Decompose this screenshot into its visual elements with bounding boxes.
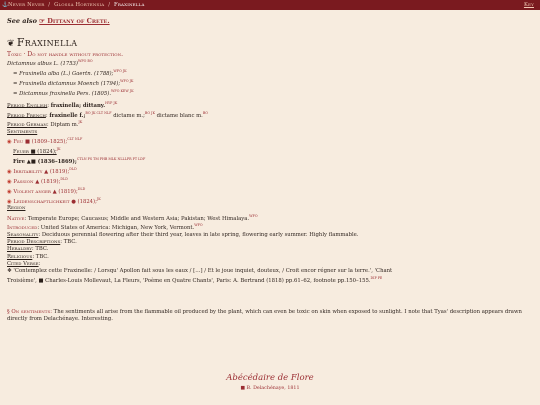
- breadcrumb-never-never[interactable]: Never Never: [8, 2, 45, 8]
- citation-link[interactable]: WFO BO: [78, 59, 93, 64]
- cited-verse-row: Cited Verse:: [7, 260, 41, 267]
- citation-link[interactable]: WFO: [249, 213, 258, 218]
- home-anchor-icon[interactable]: ⚓: [2, 2, 9, 8]
- period-german-row: Period German: Diptam m.$^{JK}$: [7, 120, 83, 129]
- synonym-main: Dictamnus albus L. $(1753)^{WFO BO}$: [7, 59, 93, 68]
- introduced-row: Introduced: United States of America: Michigan, New York, Vermont.$^{WFO}$: [7, 223, 203, 232]
- title-text: Fraxinella: [16, 36, 78, 50]
- bullet-icon: ◉: [7, 198, 12, 205]
- sentiments-note: [7, 309, 527, 323]
- bullet-icon: ◉: [7, 188, 12, 195]
- sentiment-item: ◉ Feu ■ (1809–1825);$^{CLT NLF}$: [7, 137, 83, 146]
- citation-link[interactable]: JK: [78, 120, 83, 125]
- citation-link[interactable]: DLD: [69, 166, 77, 171]
- sentiments-label: Sentiments: [7, 129, 38, 136]
- synonym-alt: = Fraxinella dictamnus Moench (1794);$^{WFO JK}$: [13, 79, 134, 87]
- citation-link[interactable]: WFO: [194, 223, 203, 228]
- citation-link[interactable]: JK: [96, 196, 101, 201]
- period-french-label[interactable]: Period French: [7, 112, 46, 119]
- religious-row: Religious: TBC.: [7, 253, 49, 260]
- breadcrumb-glossa-hortensia[interactable]: Glossa Hortensia: [54, 2, 105, 8]
- toxic-warning: Toxic · Do not handle without protection.: [7, 51, 123, 59]
- top-navigation-bar: [0, 0, 540, 10]
- bullet-icon: ◉: [7, 168, 12, 175]
- verse-line: ❖ 'Contemplez cette Fraxinelle: / Lorsqu' Apollon fait sous les eaux / […] / Et le joue inquiet, douteux, / Croit encor régner sur la terre.', 'Chant: [7, 267, 393, 274]
- citation-link[interactable]: BO JK: [144, 110, 155, 115]
- citation-link[interactable]: WFO JK: [113, 69, 127, 74]
- entry-content: [7, 14, 529, 323]
- period-english-row: Period English: fraxinella; dittany.$^{HYP JK}$: [7, 100, 118, 109]
- breadcrumb-current: Fraxinella: [114, 2, 145, 8]
- sentiment-item: Feuer ■ (1824);$^{JK}$: [13, 147, 61, 156]
- breadcrumb-separator: /: [48, 2, 51, 8]
- bullet-icon: ◉: [7, 178, 12, 185]
- seasonality-row: Seasonality: Deciduous perennial flowering after their third year, leaves in late spring, flowering early summer. Highly flammable.: [7, 232, 359, 239]
- see-also-prefix: See also: [7, 17, 37, 25]
- see-also-line: [7, 18, 529, 25]
- native-row: Native: Temperate Europe; Caucasus; Middle and Western Asia; Pakistan; West Himalaya.$^{WFO}$: [7, 213, 258, 222]
- citation-link[interactable]: CTLN PS TM PHB MLK NLLLPR PT LDF: [76, 157, 146, 162]
- period-french-row: Period French: fraxinelle f.;$^{BO JK CLT NLF}$ dictame m.;$^{BO JK}$ dictame blanc m.$^{BO}$: [7, 110, 208, 119]
- sentiment-item: ◉ Violent anger ▲ (1819);$^{DLD}$: [7, 186, 86, 195]
- key-link[interactable]: Key: [523, 2, 534, 8]
- citation-link[interactable]: HYP JK: [105, 100, 118, 105]
- citation-link[interactable]: JK: [56, 147, 61, 152]
- note-label: § On sentiments:: [7, 308, 52, 315]
- verse-line: Troisième', ■ Charles-Louis Mollevaut, La Fleurs, 'Poème en Quatre Chants', Paris: A. Bertrand (1818) pp.61–62, footnote pp.150–155.$^{DIP PE}$: [7, 275, 383, 284]
- breadcrumb: [8, 0, 145, 10]
- citation-link[interactable]: WFO KEW JK: [111, 88, 134, 93]
- citation-link[interactable]: DLD: [77, 186, 86, 191]
- footer-title[interactable]: Abécédaire de Flore: [226, 373, 314, 383]
- period-english-label[interactable]: Period English: [7, 102, 48, 109]
- ornament-icon: ❦: [7, 39, 15, 50]
- citation-link[interactable]: WFO JK: [120, 79, 134, 83]
- note-text: The sentiments all arise from the flammable oil produced by the plant, which can even be toxic on skin when exposed to sunlight. I note that Tyas' description appears drawn directly from Delachénaye. Interesting.: [7, 308, 522, 322]
- footer-subtitle: ■ B. Delachénaye, 1811: [240, 386, 300, 391]
- period-german-label[interactable]: Period German: [7, 122, 47, 129]
- breadcrumb-separator: /: [108, 2, 111, 8]
- see-also-link[interactable]: ☞ Dittany of Crete.: [39, 17, 110, 25]
- heraldry-row: Heraldry: TBC.: [7, 246, 49, 253]
- citation-link[interactable]: CLT NLF: [67, 137, 83, 142]
- region-label: Region: [7, 205, 26, 212]
- citation-link[interactable]: BO JK CLT NLF: [85, 110, 112, 115]
- sentiment-item: Fire ▲■ (1836–1869);$^{CTLN PS TM PHB MLK NLLLPR PT LDF}$: [13, 157, 146, 165]
- bullet-icon: ◉: [7, 139, 12, 146]
- synonym-alt: = Dictamnus fraxinella Pers. (1805).$^{WFO KEW JK}$: [13, 88, 134, 97]
- synonym-alt: = Fraxinella alba (L.) Gaertn. (1788);$^{WFO JK}$: [13, 69, 127, 77]
- period-descriptions-row: Period Descriptions: TBC.: [7, 239, 77, 246]
- sentiment-item: ◉ Leidenschaftlichkeit ● (1824);$^{JK}$: [7, 196, 101, 205]
- sentiment-item: ◉ Irritability ▲ (1819);$^{DLD}$: [7, 166, 77, 175]
- citation-link[interactable]: DIP PE: [370, 275, 383, 280]
- citation-link[interactable]: BO: [202, 110, 208, 115]
- sentiment-item: ◉ Passion ▲ (1819);$^{DLD}$: [7, 176, 68, 185]
- citation-link[interactable]: DLD: [60, 176, 68, 181]
- page-title: [7, 36, 529, 50]
